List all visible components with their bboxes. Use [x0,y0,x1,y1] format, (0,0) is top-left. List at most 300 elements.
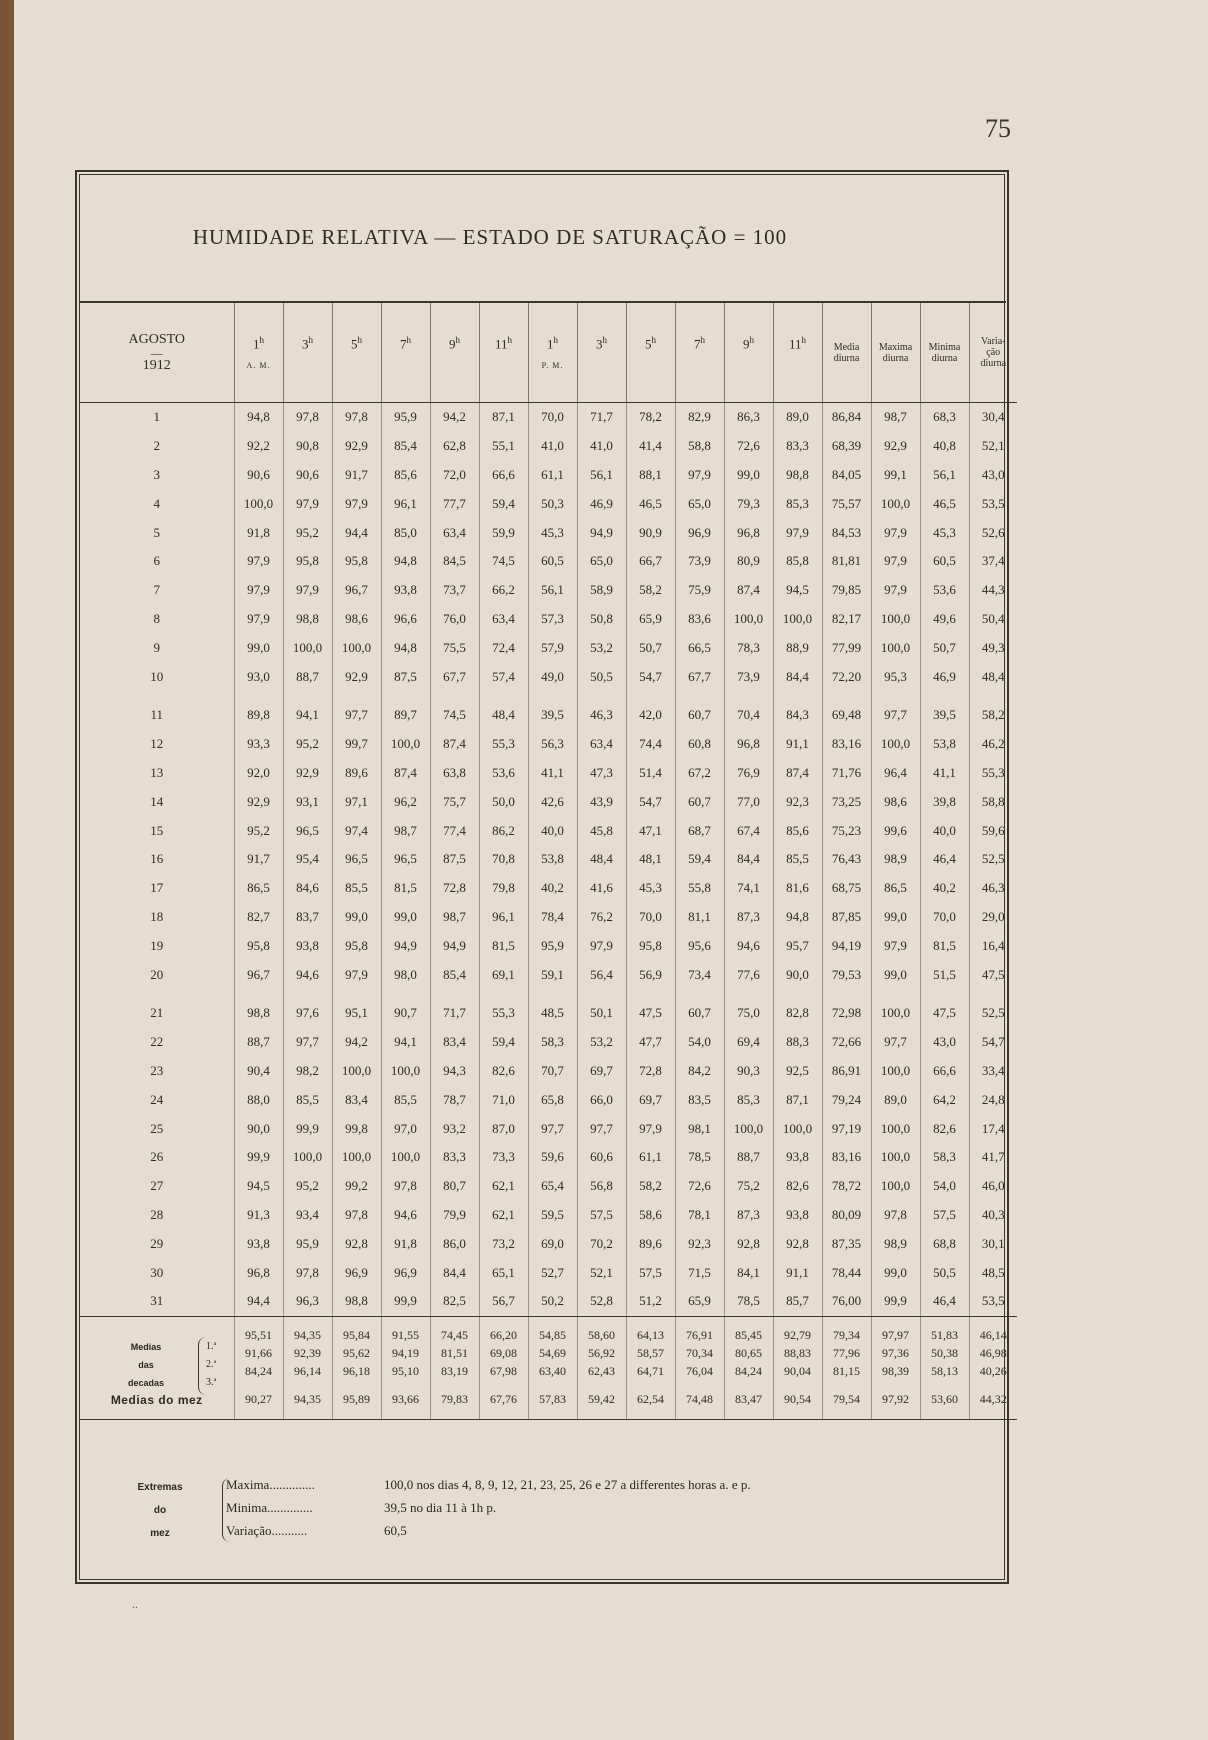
table-cell: 97,9 [871,931,920,960]
table-cell: 59,9 [479,518,528,547]
table-cell: 51,2 [626,1287,675,1316]
table-cell: 72,0 [430,461,479,490]
table-cell: 56,9 [626,960,675,989]
table-cell: 94,2 [430,403,479,432]
table-cell: 81,5 [920,931,969,960]
table-cell: 94,6 [724,931,773,960]
header-hour: 3$^h$ [283,303,332,403]
table-cell: 69,7 [626,1085,675,1114]
table-cell: 100,0 [381,730,430,759]
decade-index: 1.ª [206,1341,217,1352]
table-cell: 95,2 [283,518,332,547]
table-cell: 85,6 [773,816,822,845]
extremes-minima-label: Minima.............. [226,1500,313,1515]
table-row [80,576,1017,605]
table-cell: 52,5 [969,999,1017,1028]
table-cell: 98,0 [381,960,430,989]
table-row [80,960,1017,989]
table-cell: 97,9 [283,576,332,605]
table-cell: 97,8 [283,403,332,432]
table-cell: 66,0 [577,1085,626,1114]
header-variacao-diurna: Varia- ção diurna [969,303,1017,403]
header-row [80,303,1017,403]
header-am: A. M. [246,360,271,370]
table-cell: 50,7 [920,633,969,662]
table-cell: 99,9 [283,1114,332,1143]
table-cell: 16,4 [969,931,1017,960]
table-cell: 100,0 [871,1114,920,1143]
table-row [80,432,1017,461]
table-cell: 87,5 [430,845,479,874]
table-cell: 94,9 [577,518,626,547]
table-cell: 96,7 [234,960,283,989]
table-cell: 53,8 [920,730,969,759]
table-cell: 97,9 [871,518,920,547]
table-cell: 56,7 [479,1287,528,1316]
table-cell: 73,9 [724,662,773,691]
table-cell: 96,1 [479,903,528,932]
table-cell: 82,6 [479,1057,528,1086]
table-cell: 88,1 [626,461,675,490]
table-cell: 98,7 [871,403,920,432]
table-cell: 84,24 [234,1363,283,1381]
table-cell: 86,5 [871,874,920,903]
table-cell: 52,6 [969,518,1017,547]
extremes-section [80,1470,1006,1550]
table-cell: 47,5 [920,999,969,1028]
table-cell: 48,1 [626,845,675,874]
table-cell: 100,0 [871,1143,920,1172]
table-cell: 69,08 [479,1345,528,1363]
day-cell: 6 [153,553,160,569]
table-cell: 80,7 [430,1172,479,1201]
table-cell: 68,8 [920,1229,969,1258]
table-cell: 99,7 [332,730,381,759]
table-row [80,662,1017,691]
decade-row [80,1363,1017,1381]
table-cell: 70,0 [626,903,675,932]
table-cell: 99,0 [381,903,430,932]
table-cell: 55,8 [675,874,724,903]
table-cell: 57,4 [479,662,528,691]
table-cell: 92,9 [234,787,283,816]
header-hour: 5$^h$ [332,303,381,403]
table-cell: 92,0 [234,759,283,788]
table-cell: 99,0 [724,461,773,490]
table-cell: 67,4 [724,816,773,845]
table-cell: 88,7 [283,662,332,691]
table-cell: 56,92 [577,1345,626,1363]
decade-row [80,1345,1017,1363]
table-row [80,999,1017,1028]
table-cell: 95,9 [381,403,430,432]
table-cell: 41,0 [528,432,577,461]
table-row [80,1229,1017,1258]
extremes-maxima [226,1474,751,1496]
table-cell: 98,7 [430,903,479,932]
table-cell: 64,71 [626,1363,675,1381]
table-cell: 96,7 [332,576,381,605]
table-cell: 59,1 [528,960,577,989]
table-cell: 84,53 [822,518,871,547]
day-cell: 8 [153,610,160,626]
table-cell: 96,18 [332,1363,381,1381]
table-cell: 92,8 [724,1229,773,1258]
table-cell: 71,76 [822,759,871,788]
table-cell: 56,1 [577,461,626,490]
table-cell: 65,9 [626,605,675,634]
month-means [80,1381,1017,1420]
table-cell: 57,3 [528,605,577,634]
table-cell: 96,8 [234,1258,283,1287]
table-cell: 90,27 [234,1381,283,1420]
decade-gap [80,989,1017,999]
table-cell: 85,4 [381,432,430,461]
table-cell: 92,3 [773,787,822,816]
table-cell: 75,9 [675,576,724,605]
table-cell: 40,26 [969,1363,1017,1381]
table-cell: 47,7 [626,1028,675,1057]
day-cell: 22 [150,1034,164,1050]
table-cell: 63,4 [577,730,626,759]
extremes-minima [226,1497,496,1519]
table-cell: 85,3 [724,1085,773,1114]
table-cell: 85,5 [773,845,822,874]
table-cell: 73,3 [479,1143,528,1172]
table-cell: 46,4 [920,1287,969,1316]
table-cell: 78,2 [626,403,675,432]
table-cell: 87,4 [381,759,430,788]
table-cell: 100,0 [283,633,332,662]
table-cell: 66,5 [675,633,724,662]
table-cell: 97,9 [773,518,822,547]
table-cell: 90,6 [283,461,332,490]
table-cell: 92,8 [773,1229,822,1258]
table-cell: 99,0 [871,960,920,989]
table-cell: 100,0 [724,605,773,634]
table-cell: 90,0 [773,960,822,989]
table-cell: 89,0 [871,1085,920,1114]
table-cell: 97,8 [283,1258,332,1287]
table-cell: 89,6 [332,759,381,788]
table-cell: 73,25 [822,787,871,816]
decade-gap [80,691,1017,701]
table-cell: 70,0 [528,403,577,432]
table-cell: 90,9 [626,518,675,547]
table-cell: 56,8 [577,1172,626,1201]
table-cell: 58,8 [969,787,1017,816]
humidity-table-area [80,303,1006,1420]
table-cell: 77,4 [430,816,479,845]
table-cell: 53,2 [577,633,626,662]
table-cell: 100,0 [871,730,920,759]
table-cell: 74,45 [430,1316,479,1345]
table-cell: 97,9 [871,547,920,576]
table-cell: 87,3 [724,903,773,932]
table-cell: 85,6 [381,461,430,490]
table-cell: 58,2 [626,576,675,605]
table-cell: 56,1 [920,461,969,490]
table-cell: 83,4 [332,1085,381,1114]
table-cell: 49,0 [528,662,577,691]
table-cell: 74,1 [724,874,773,903]
decade-index: 2.ª [206,1359,217,1370]
table-cell: 97,6 [283,999,332,1028]
extremes-label-line: Extremas [137,1482,183,1493]
table-cell: 80,09 [822,1201,871,1230]
table-cell: 64,13 [626,1316,675,1345]
table-cell: 92,39 [283,1345,332,1363]
table-cell: 92,9 [332,662,381,691]
day-cell: 1 [153,409,160,425]
day-cell: 13 [150,764,164,780]
table-cell: 87,85 [822,903,871,932]
table-cell: 51,5 [920,960,969,989]
day-cell: 5 [153,524,160,540]
table-cell: 87,4 [773,759,822,788]
table-cell: 60,7 [675,701,724,730]
table-cell: 58,60 [577,1316,626,1345]
day-cell: 2 [153,438,160,454]
table-row [80,787,1017,816]
table-cell: 97,9 [577,931,626,960]
header-hour: 5$^h$ [626,303,675,403]
table-cell: 65,9 [675,1287,724,1316]
table-cell: 99,2 [332,1172,381,1201]
table-cell: 58,8 [675,432,724,461]
table-cell: 72,98 [822,999,871,1028]
table-cell: 90,04 [773,1363,822,1381]
table-cell: 41,7 [969,1143,1017,1172]
table-cell: 92,9 [871,432,920,461]
table-cell: 59,4 [675,845,724,874]
table-cell: 60,5 [528,547,577,576]
table-cell: 97,0 [381,1114,430,1143]
table-cell: 93,8 [234,1229,283,1258]
table-cell: 67,98 [479,1363,528,1381]
table-cell: 42,6 [528,787,577,816]
decade-label-line: Medias [130,1342,162,1352]
table-cell: 91,7 [234,845,283,874]
table-cell: 80,65 [724,1345,773,1363]
table-cell: 100,0 [871,605,920,634]
table-cell: 63,40 [528,1363,577,1381]
table-cell: 76,00 [822,1287,871,1316]
table-cell: 97,7 [332,701,381,730]
table-cell: 81,5 [479,931,528,960]
table-cell: 55,3 [969,759,1017,788]
table-cell: 95,8 [626,931,675,960]
table-cell: 97,7 [577,1114,626,1143]
table-cell: 92,9 [283,759,332,788]
table-cell: 97,9 [675,461,724,490]
table-cell: 17,4 [969,1114,1017,1143]
table-cell: 94,4 [332,518,381,547]
table-cell: 99,1 [871,461,920,490]
table-cell: 94,6 [283,960,332,989]
table-cell: 40,0 [528,816,577,845]
table-cell: 55,1 [479,432,528,461]
table-cell: 48,4 [577,845,626,874]
table-cell: 50,4 [969,605,1017,634]
table-cell: 100,0 [724,1114,773,1143]
table-cell: 83,3 [773,432,822,461]
table-cell: 95,62 [332,1345,381,1363]
table-cell: 76,9 [724,759,773,788]
table-row [80,874,1017,903]
table-cell: 88,7 [724,1143,773,1172]
table-row [80,403,1017,432]
table-cell: 94,8 [234,403,283,432]
table-cell: 94,35 [283,1316,332,1345]
table-cell: 50,3 [528,489,577,518]
table-cell: 54,0 [920,1172,969,1201]
header-hour: 1$^h$ P. M. [528,303,577,403]
header-hour: 9$^h$ [724,303,773,403]
day-cell: 11 [150,707,164,723]
table-cell: 57,83 [528,1381,577,1420]
table-cell: 71,7 [577,403,626,432]
table-cell: 92,8 [332,1229,381,1258]
table-cell: 95,2 [283,730,332,759]
table-cell: 66,7 [626,547,675,576]
table-cell: 87,1 [773,1085,822,1114]
table-cell: 57,5 [626,1258,675,1287]
table-cell: 86,84 [822,403,871,432]
table-cell: 79,24 [822,1085,871,1114]
table-cell: 56,3 [528,730,577,759]
day-cell: 30 [150,1264,164,1280]
header-minima-diurna: Minima diurna [920,303,969,403]
table-row [80,759,1017,788]
table-cell: 71,7 [430,999,479,1028]
table-cell: 78,72 [822,1172,871,1201]
table-cell: 100,0 [871,1172,920,1201]
day-cell: 29 [150,1235,164,1251]
table-row [80,547,1017,576]
table-cell: 82,8 [773,999,822,1028]
table-cell: 95,51 [234,1316,283,1345]
table-cell: 99,0 [871,903,920,932]
table-cell: 72,4 [479,633,528,662]
table-cell: 100,0 [381,1143,430,1172]
table-cell: 95,6 [675,931,724,960]
table-cell: 46,3 [577,701,626,730]
table-cell: 65,1 [479,1258,528,1287]
table-cell: 51,4 [626,759,675,788]
table-cell: 79,8 [479,874,528,903]
table-cell: 90,54 [773,1381,822,1420]
table-cell: 93,4 [283,1201,332,1230]
table-cell: 72,20 [822,662,871,691]
table-cell: 65,8 [528,1085,577,1114]
table-cell: 65,0 [675,489,724,518]
table-cell: 83,3 [430,1143,479,1172]
table-cell: 94,5 [234,1172,283,1201]
table-cell: 93,1 [283,787,332,816]
day-cell: 12 [150,736,164,752]
table-cell: 58,6 [626,1201,675,1230]
table-cell: 100,0 [234,489,283,518]
table-cell: 73,2 [479,1229,528,1258]
table-cell: 94,4 [234,1287,283,1316]
decade-index: 3.ª [206,1377,217,1388]
table-cell: 97,4 [332,816,381,845]
table-cell: 76,0 [430,605,479,634]
table-cell: 41,1 [528,759,577,788]
table-cell: 83,47 [724,1381,773,1420]
table-cell: 96,9 [332,1258,381,1287]
table-row [80,1085,1017,1114]
table-cell: 92,2 [234,432,283,461]
table-cell: 92,5 [773,1057,822,1086]
table-cell: 24,8 [969,1085,1017,1114]
table-cell: 95,8 [234,931,283,960]
table-cell: 87,4 [724,576,773,605]
day-cell: 28 [150,1206,164,1222]
table-cell: 77,6 [724,960,773,989]
table-cell: 85,8 [773,547,822,576]
table-cell: 74,48 [675,1381,724,1420]
table-cell: 81,5 [381,874,430,903]
table-cell: 98,8 [283,605,332,634]
decade-label-line: das [138,1360,154,1370]
table-cell: 83,7 [283,903,332,932]
table-cell: 44,32 [969,1381,1017,1420]
table-cell: 83,16 [822,1143,871,1172]
table-cell: 95,84 [332,1316,381,1345]
table-cell: 50,5 [920,1258,969,1287]
table-row [80,701,1017,730]
table-cell: 95,8 [332,931,381,960]
table-cell: 99,0 [332,903,381,932]
table-cell: 72,6 [675,1172,724,1201]
table-cell: 82,6 [920,1114,969,1143]
table-cell: 88,3 [773,1028,822,1057]
extremes-minima-value: 39,5 no dia 11 à 1h p. [384,1500,497,1515]
table-cell: 97,9 [234,547,283,576]
table-cell: 95,7 [773,931,822,960]
table-cell: 39,8 [920,787,969,816]
table-cell: 52,1 [577,1258,626,1287]
table-cell: 84,24 [724,1363,773,1381]
header-maxima-diurna: Maxima diurna [871,303,920,403]
table-cell: 79,83 [430,1381,479,1420]
table-cell: 85,3 [773,489,822,518]
table-cell: 94,8 [773,903,822,932]
header-hour: 9$^h$ [430,303,479,403]
table-cell: 86,3 [724,403,773,432]
table-cell: 59,42 [577,1381,626,1420]
table-cell: 40,3 [969,1201,1017,1230]
header-hour: 7$^h$ [381,303,430,403]
table-cell: 89,8 [234,701,283,730]
table-cell: 87,3 [724,1201,773,1230]
table-cell: 75,7 [430,787,479,816]
table-cell: 60,5 [920,547,969,576]
table-cell: 69,1 [479,960,528,989]
table-cell: 96,9 [675,518,724,547]
table-cell: 73,9 [675,547,724,576]
table-cell: 59,4 [479,489,528,518]
table-cell: 94,5 [773,576,822,605]
table-cell: 98,8 [332,1287,381,1316]
table-cell: 48,4 [479,701,528,730]
table-cell: 30,1 [969,1229,1017,1258]
table-cell: 58,3 [920,1143,969,1172]
table-cell: 72,66 [822,1028,871,1057]
table-cell: 47,5 [626,999,675,1028]
